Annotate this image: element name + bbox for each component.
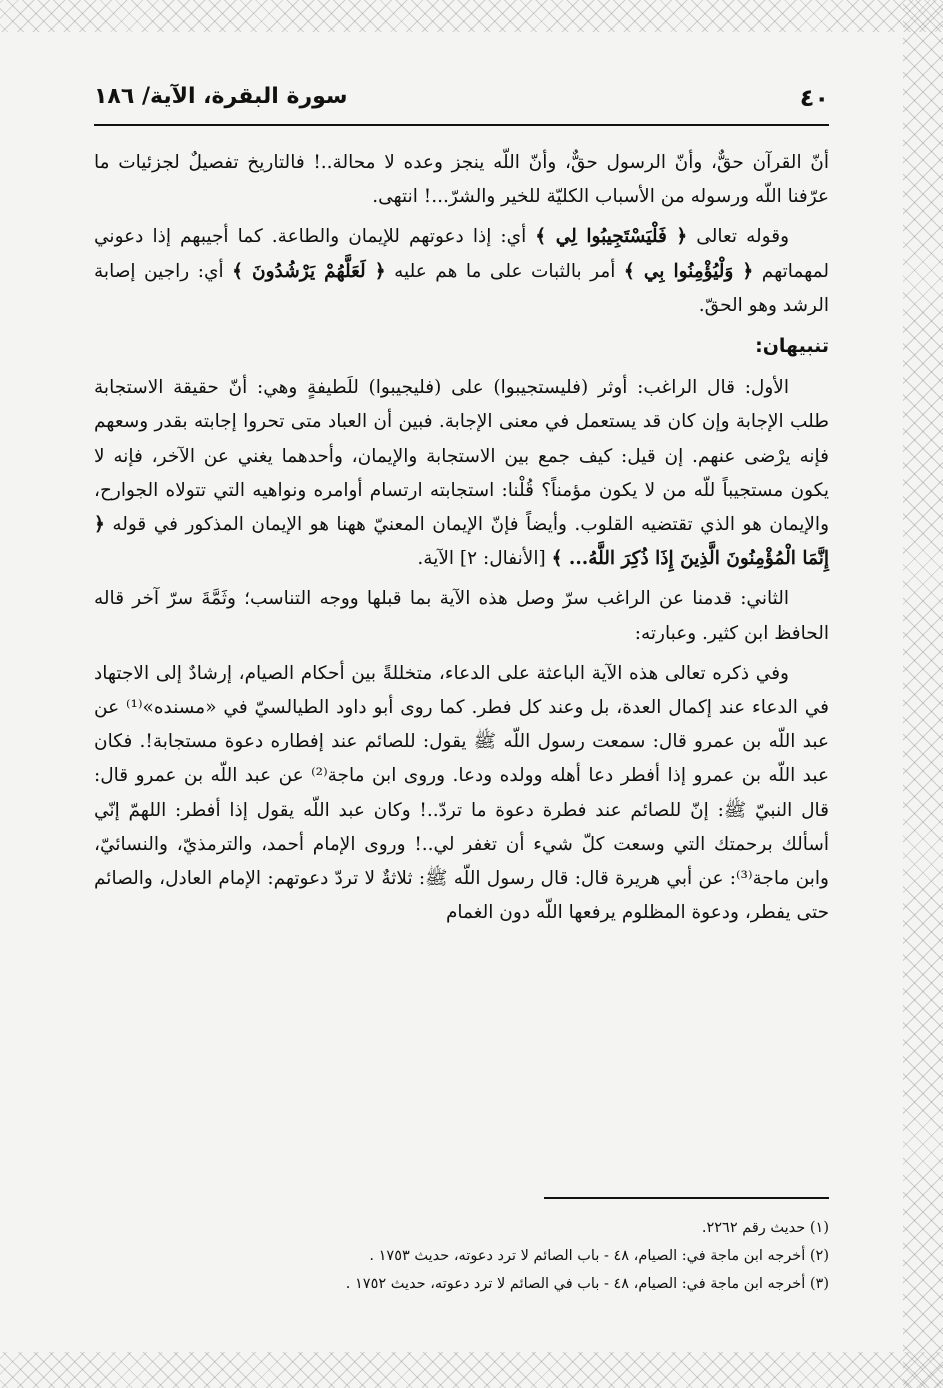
page-header: [94, 80, 829, 126]
text-segment: أمر بالثبات على ما هم عليه: [385, 260, 624, 282]
footnotes: [189, 1214, 829, 1298]
text-segment: أي: راجين إصابة الرشد وهو الحقّ.: [94, 260, 829, 316]
quran-quote: ﴿ لَعَلَّهُمْ يَرْشُدُونَ ﴾: [232, 260, 386, 282]
paragraph-2: [94, 220, 829, 323]
text-segment: أي: إذا دعوتهم للإيمان والطاعة. كما أجيبهم إذا دعوني لمهماتهم: [94, 226, 829, 282]
paragraph-5: وفي ذكره تعالى هذه الآية الباعثة على الدعاء، متخللةً بين أحكام الصيام، إرشادٌ إلى الاجتهاد في الدعاء عند إكمال العدة، بل وعند كل فطر. كما روى أبو داود الطيالسيّ في «مسنده»⁽¹⁾ عن عبد اللّه بن عمرو قال: سمعت رسول اللّه ﷺ يقول: للصائم عند إفطاره دعوة مستجابة!. فكان عبد اللّه بن عمرو إذا أفطر دعا أهله وولده ودعا. وروى ابن ماجة⁽²⁾ عن عبد اللّه بن عمرو قال: قال النبيّ ﷺ: إنّ للصائم عند فطرة دعوة ما تردّ..! وكان عبد اللّه يقول إذا أفطر: اللهمّ إنّي أسألك برحمتك التي وسعت كلّ شيء أن تغفر لي..! وروى الإمام أحمد، والترمذيّ، والنسائيّ، وابن ماجة⁽³⁾: عن أبي هريرة قال: قال رسول اللّه ﷺ: ثلاثةٌ لا تردّ دعوتهم: الإمام العادل، والصائم حتى يفطر، ودعوة المظلوم يرفعها اللّه دون الغمام: [94, 662, 829, 924]
quran-quote: ﴿ فَلْيَسْتَجِيبُوا لِي ﴾: [535, 226, 688, 248]
running-title: سورة البقرة، الآية/ ١٨٦: [94, 84, 348, 109]
decorative-border-bottom: [0, 1352, 943, 1388]
quran-quote: ﴿ وَلْيُؤْمِنُوا بِي ﴾: [623, 260, 754, 282]
decorative-border-right: [903, 0, 943, 1388]
footnote-3: (٣) أخرجه ابن ماجة في: الصيام، ٤٨ - باب في الصائم لا ترد دعوته، حديث ١٧٥٢ .: [345, 1276, 829, 1292]
footnote-2: (٢) أخرجه ابن ماجة في: الصيام، ٤٨ - باب الصائم لا ترد دعوته، حديث ١٧٥٣ .: [369, 1248, 829, 1264]
paragraph-3: [94, 371, 829, 576]
page-number: ٤٠: [799, 84, 829, 112]
paragraph-4: الثاني: قدمنا عن الراغب سرّ وصل هذه الآية بما قبلها ووجه التناسب؛ وثَمَّةَ سرّ آخر قاله الحافظ ابن كثير. وعبارته:: [94, 588, 829, 644]
footnote-separator: [544, 1197, 829, 1199]
text-segment: [الأنفال: ٢] الآية.: [417, 548, 552, 570]
text-segment: الأول: قال الراغب: أوثر (فليستجيبوا) على (فليجيبوا) للَطيفةٍ وهي: أنّ حقيقة الاستجابة طلب الإجابة وإن كان قد يستعمل في معنى الإجابة. فبين أن العباد متى تحروا إجابته بقدر وسعهم فإنه يرْضى عنهم. إن قيل: كيف جمع بين الاستجابة والإيمان، وأحدهما يغني عن الآخر، فإنه لا يكون مستجيباً للّه من لا يكون مؤمناً؟ قُلْنا: استجابته ارتسام أوامره ونواهيه التي تتولاه الجوارح، والإيمان هو الذي تقتضيه القلوب. وأيضاً فإنّ الإيمان المعنيّ ههنا هو الإيمان المذكور في قوله: [94, 377, 829, 536]
section-heading: تنبيهان:: [755, 335, 829, 358]
quran-quote: ﴿ إِنَّمَا الْمُؤْمِنُونَ الَّذِينَ إِذَا ذُكِرَ اللَّهُ... ﴾: [94, 514, 829, 570]
main-text: [94, 146, 829, 936]
footnote-1: (١) حديث رقم ٢٢٦٢.: [701, 1220, 829, 1236]
decorative-border-top: [0, 0, 943, 32]
paragraph-1: أنّ القرآن حقٌّ، وأنّ الرسول حقٌّ، وأنّ اللّه ينجز وعده لا محالة..! فالتاريخ تفصيلٌ لجزئيات ما عرّفنا اللّه ورسوله من الأسباب الكليّة للخير والشرّ...! انتهى.: [94, 152, 829, 208]
text-segment: وقوله تعالى: [687, 226, 789, 248]
